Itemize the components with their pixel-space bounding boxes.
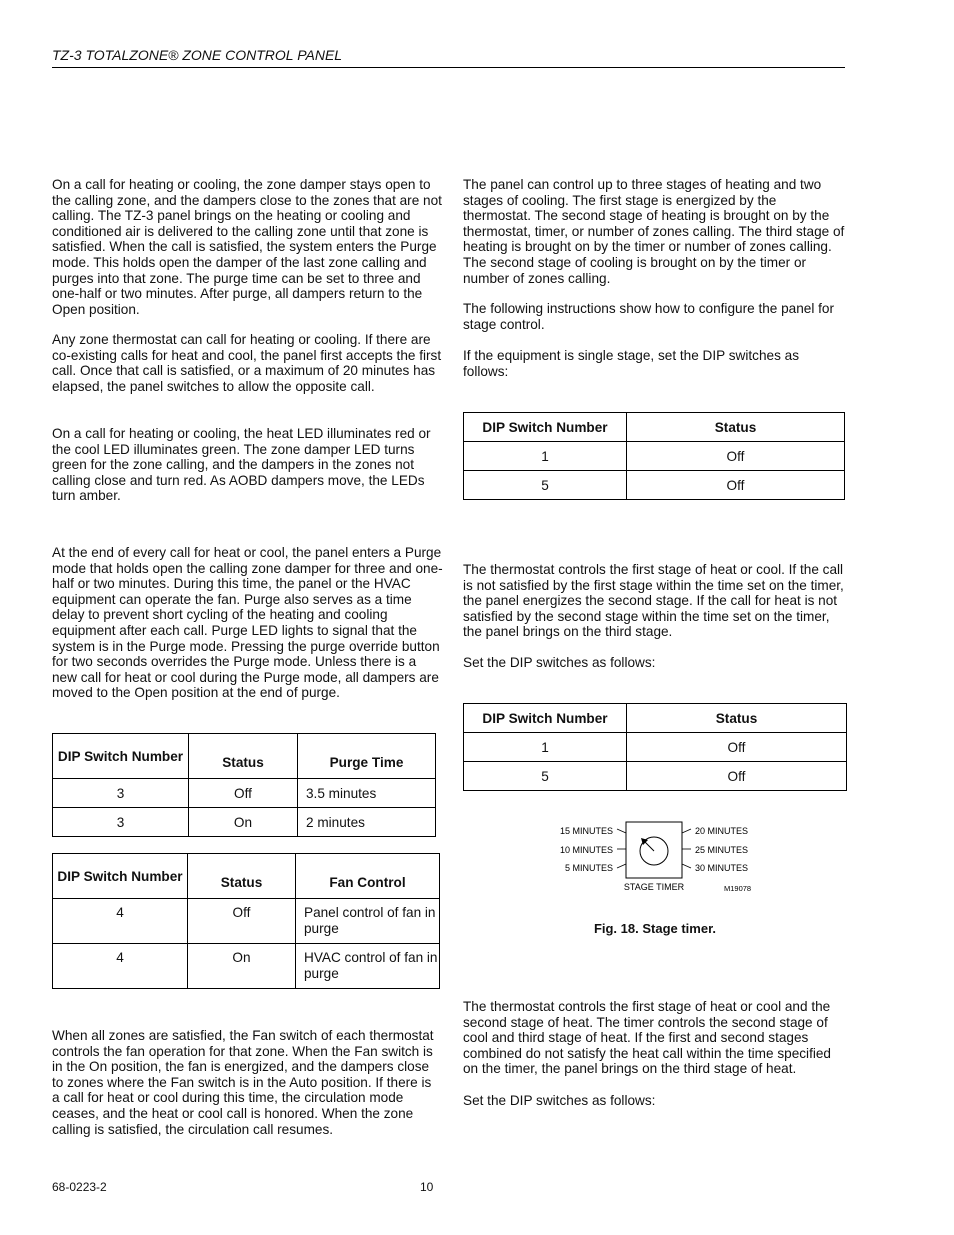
- cell-dip: 1: [464, 733, 627, 762]
- paragraph-timer-staging: The thermostat controls the first stage of heat or cool. If the call is not satisfied by the first stage within the time set on the timer, the panel energizes the second stage. If the call for heat is not satisfied by the second stage within the time set on the timer, the panel brings on the third stage.: [463, 562, 844, 640]
- header-title: TZ-3 TOTALZONE® ZONE CONTROL PANEL: [52, 47, 343, 63]
- paragraph-coexisting-calls: Any zone thermostat can call for heating or cooling. If there are co-existing calls for heat and cool, the panel first accepts the first call. Once that call is satisfied, or a maximum of 20 minutes has elapsed, the panel switches to allow the opposite call.: [52, 332, 442, 394]
- leader-line: [617, 864, 626, 868]
- table-row: [53, 808, 436, 837]
- paragraph-stage-control: The panel can control up to three stages of heating and two stages of cooling. The first stage is energized by the thermostat. The second stage of heating is brought on by the thermostat, timer, or number of zones calling. The third stage of heating is brought on by the timer or number of zones calling. The second stage of cooling is brought on by the timer or number of zones calling.: [463, 177, 845, 286]
- leader-line: [617, 829, 626, 833]
- single-stage-dip-table: [463, 412, 845, 500]
- paragraph-led-indicators: On a call for heating or cooling, the heat LED illuminates red or the cool LED illuminates green. The zone damper LED turns green for the zone calling, and the dampers in the zones not calling close and turn red. As AOBD dampers move, the LEDs turn amber.: [52, 426, 431, 504]
- table-row: [53, 944, 440, 989]
- cell-fan-control: HVAC control of fan in purge: [296, 944, 440, 989]
- cell-status: Off: [189, 779, 298, 808]
- col-header-dip: DIP Switch Number: [53, 854, 188, 899]
- fan-control-table: [52, 853, 440, 989]
- figure-caption: Fig. 18. Stage timer.: [593, 921, 717, 936]
- label-15-minutes: 15 MINUTES: [559, 826, 613, 836]
- table-row: [53, 899, 440, 944]
- table-row: [464, 471, 845, 500]
- paragraph-single-stage: If the equipment is single stage, set the DIP switches as follows:: [463, 348, 799, 379]
- cell-purge-time: 2 minutes: [298, 808, 436, 837]
- col-header-dip: DIP Switch Number: [464, 704, 627, 733]
- paragraph-thermostat-timer: The thermostat controls the first stage of heat or cool and the second stage of heat. The timer controls the second stage of cool and third stage of heat. If the first and second stages combined do not satisfy the heat call within the time specified on the timer, the panel brings on the third stage of heat.: [463, 999, 831, 1077]
- leader-line: [682, 829, 691, 833]
- cell-dip: 4: [53, 944, 188, 989]
- col-header-status: Status: [627, 413, 845, 442]
- paragraph-purge-mode: At the end of every call for heat or cool, the panel enters a Purge mode that holds open the calling zone damper for three and one-half or two minutes. During this time, the panel or the HVAC equipment can operate the fan. Purge also serves as a time delay to prevent short cycling of the heating and cooling equipment after each call. Purge LED lights to signal that the system is in the Purge mode. Pressing the purge override button for two seconds overrides the Purge mode. Unless there is a new call for heat or cool during the Purge mode, all dampers are moved to the Open position at the end of purge.: [52, 545, 443, 701]
- page-header: [52, 47, 845, 68]
- leader-line: [682, 864, 691, 868]
- paragraph-set-dip-2: Set the DIP switches as follows:: [463, 1093, 656, 1108]
- cell-status: Off: [627, 471, 845, 500]
- col-header-fan-control: Fan Control: [296, 854, 440, 899]
- cell-status: Off: [627, 733, 847, 762]
- col-header-status: Status: [627, 704, 847, 733]
- col-header-purge-time: Purge Time: [298, 734, 436, 779]
- cell-dip: 3: [53, 779, 189, 808]
- col-header-dip: DIP Switch Number: [53, 734, 189, 779]
- cell-dip: 3: [53, 808, 189, 837]
- page-number: 10: [420, 1180, 434, 1194]
- cell-dip: 4: [53, 899, 188, 944]
- cell-status: Off: [627, 442, 845, 471]
- label-20-minutes: 20 MINUTES: [695, 826, 749, 836]
- table-row: [464, 442, 845, 471]
- cell-dip: 1: [464, 442, 627, 471]
- cell-status: Off: [627, 762, 847, 791]
- label-10-minutes: 10 MINUTES: [559, 845, 613, 855]
- col-header-dip: DIP Switch Number: [464, 413, 627, 442]
- cell-dip: 5: [464, 762, 627, 791]
- table-row: [464, 762, 847, 791]
- col-header-status: Status: [188, 854, 296, 899]
- label-25-minutes: 25 MINUTES: [695, 845, 749, 855]
- cell-status: On: [189, 808, 298, 837]
- paragraph-configure-intro: The following instructions show how to configure the panel for stage control.: [463, 301, 835, 332]
- paragraph-set-dip-1: Set the DIP switches as follows:: [463, 655, 656, 670]
- paragraph-fan-circulation: When all zones are satisfied, the Fan switch of each thermostat controls the fan operation for that zone. When the Fan switch is in the On position, the fan is energized, and the dampers close to zones where the Fan switch is in the Auto position. If there is a call for heat or cool during this time, the circulation mode ceases, and the heat or cool call is honored. When the zone calling is satisfied, the circulation call resumes.: [52, 1028, 434, 1137]
- cell-status: On: [188, 944, 296, 989]
- paragraph-zone-operation: On a call for heating or cooling, the zone damper stays open to the calling zone, and the dampers close to the zones that are not calling. The TZ-3 panel brings on the heating or cooling and conditioned air is delivered to the calling zone until that zone is satisfied. When the call is satisfied, the system enters the Purge mode. This holds open the damper of the last zone calling and purges into that zone. The purge time can be set to three and one-half or two minutes. After purge, all dampers return to the Open position.: [52, 177, 442, 317]
- stage-timer-label: STAGE TIMER: [623, 882, 685, 892]
- table-row: [464, 733, 847, 762]
- cell-purge-time: 3.5 minutes: [298, 779, 436, 808]
- col-header-status: Status: [189, 734, 298, 779]
- stage-timer-figure: [545, 815, 765, 900]
- table-row: [53, 779, 436, 808]
- label-5-minutes: 5 MINUTES: [564, 863, 613, 873]
- cell-dip: 5: [464, 471, 627, 500]
- purge-time-table: [52, 733, 436, 837]
- cell-fan-control: Panel control of fan in purge: [296, 899, 440, 944]
- cell-status: Off: [188, 899, 296, 944]
- label-30-minutes: 30 MINUTES: [695, 863, 749, 873]
- timer-stage-dip-table: [463, 703, 847, 791]
- figure-code: M19078: [724, 884, 752, 893]
- document-number: 68-0223-2: [52, 1180, 107, 1194]
